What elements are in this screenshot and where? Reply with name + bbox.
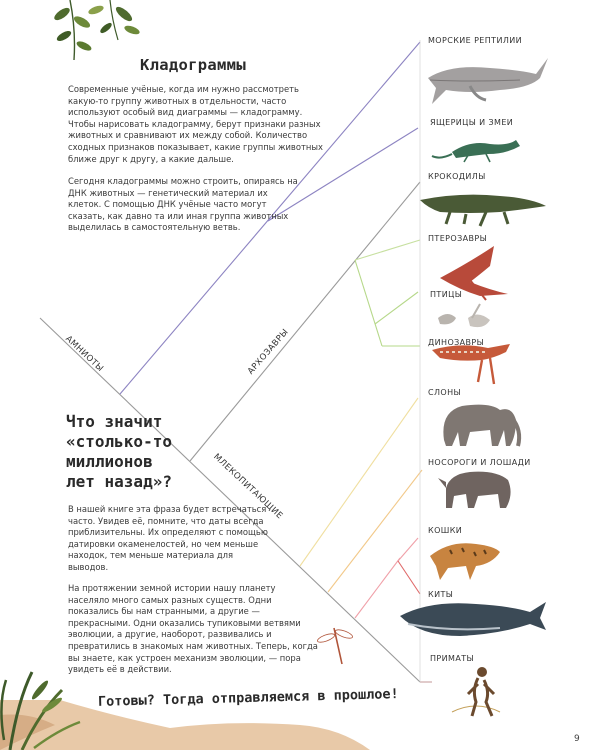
rhino-illustration: [438, 472, 511, 508]
primate-illustration: [452, 667, 500, 716]
birds-illustration: [438, 304, 490, 327]
branch-elephants: [300, 398, 418, 566]
crocodile-illustration: [420, 195, 546, 226]
section-title: Кладограммы: [140, 56, 246, 74]
clade-label-amniotes: АМНИОТЫ: [63, 334, 106, 375]
taxon-label-elephants: СЛОНЫ: [428, 388, 461, 397]
cat-illustration: [430, 543, 500, 580]
taxon-label-cats: КОШКИ: [428, 526, 463, 535]
branch-whales: [398, 561, 420, 594]
question-title: Что значит «столько-то миллионов лет назад»?: [66, 412, 172, 491]
taxon-label-pterosaurs: ПТЕРОЗАВРЫ: [428, 234, 488, 243]
taxon-label-dinosaurs: ДИНОЗАВРЫ: [428, 338, 485, 347]
branch-pterosaurs: [355, 240, 420, 260]
clade-label-archosaurs: АРХОЗАВРЫ: [246, 327, 291, 377]
intro-paragraph: Современные учёные, когда им нужно рассмотреть какую-то группу животных в отдельности, часто используют особый вид диаграммы — кладограмму. Чтобы нарисовать кладограмму, берут признаки разных животных и сравнивают их между собой. Количество сходных признаков показывает, какие группы животных ближе друг к другу, а какие дальше.: [68, 84, 323, 164]
branch-rhinos-horses: [328, 470, 422, 592]
page-number: 9: [574, 734, 580, 744]
dates-paragraph: В нашей книге эта фраза будет встречаться часто. Увидев её, помните, что даты всегда приблизительны. Их определяют с помощью датировки окаменелостей, но чем меньше находок, тем меньше материала для выводов.: [68, 504, 268, 572]
foliage-top-left-illustration: [52, 0, 140, 60]
clade-label-mammals: МЛЕКОПИТАЮЩИЕ: [211, 452, 285, 522]
elephant-illustration: [443, 405, 519, 446]
lizard-illustration: [432, 140, 520, 162]
ground-bottom-left-illustration: [0, 672, 370, 750]
taxon-label-birds: ПТИЦЫ: [430, 290, 463, 299]
evolution-paragraph: На протяжении земной истории нашу планету населяло много самых разных существ. Одни показались бы нам странными, а другие — прекрасными. Одни оказались тупиковыми ветвями эволюции, а другие, наоборот, развивались и превратились в знакомых нам животных. Теперь, когда вы знаете, как устроен механизм эволюции, — пора увидеть её в действии.: [68, 583, 318, 675]
call-to-action: Готовы? Тогда отправляемся в прошлое!: [97, 686, 399, 710]
taxon-label-whales: КИТЫ: [428, 590, 454, 599]
taxon-label-lizards-snakes: ЯЩЕРИЦЫ И ЗМЕИ: [430, 118, 514, 127]
marine-reptile-illustration: [428, 58, 548, 104]
taxon-label-rhinos-horses: НОСОРОГИ И ЛОШАДИ: [428, 458, 531, 467]
taxon-label-marine-reptiles: МОРСКИЕ РЕПТИЛИИ: [428, 36, 523, 45]
branch-cats: [355, 558, 400, 618]
taxon-label-primates: ПРИМАТЫ: [430, 654, 474, 663]
dna-paragraph: Сегодня кладограммы можно строить, опираясь на ДНК животных — генетический материал их клеток. С помощью ДНК учёные часто могут сказать, как давно та или иная группа животных выделилась в самостоятельную ветвь.: [68, 176, 298, 233]
branch-birds: [375, 292, 418, 324]
dragonfly-illustration: [317, 628, 354, 664]
taxon-label-crocodiles: КРОКОДИЛЫ: [428, 172, 486, 181]
dinosaur-illustration: [432, 344, 510, 384]
whale-illustration: [400, 602, 546, 636]
